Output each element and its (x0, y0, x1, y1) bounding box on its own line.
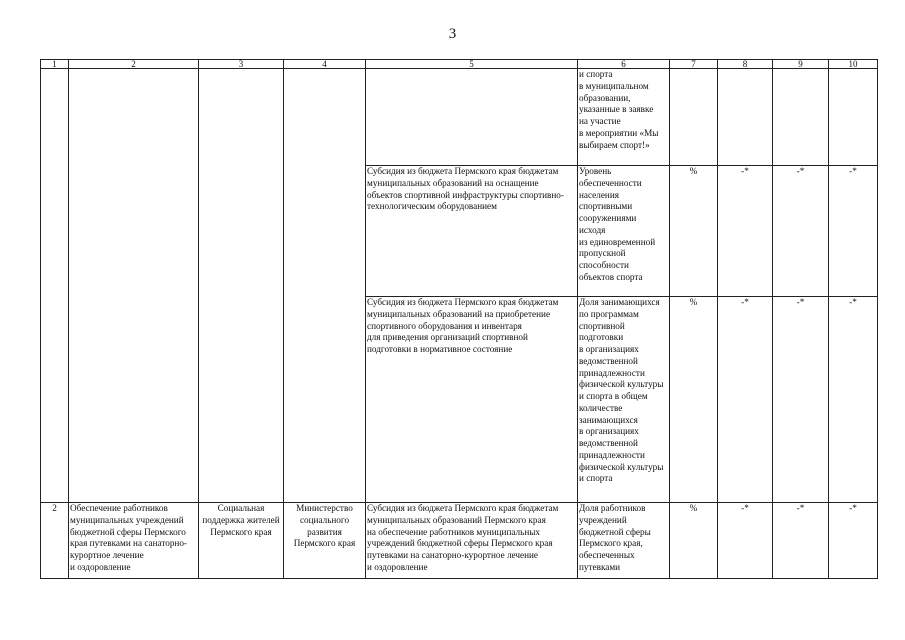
indicator-cell (578, 503, 670, 579)
column-header: 3 (199, 60, 284, 69)
text-line: Субсидия из бюджета Пермского края бюджетам (367, 297, 559, 307)
program-cell (199, 69, 284, 503)
unit-cell (670, 69, 718, 166)
text-line: курортное лечение (70, 550, 144, 561)
text-line: Социальная (217, 503, 265, 513)
table-row (41, 503, 878, 579)
table-row (41, 69, 878, 166)
column-header: 9 (773, 60, 829, 69)
text-line: по программам (579, 308, 639, 319)
value-cell: -* (773, 297, 829, 503)
ministry-cell (284, 503, 366, 579)
indicator-cell (578, 69, 670, 166)
text-line: населения (579, 189, 619, 200)
subsidy-cell (366, 503, 578, 579)
text-line: Субсидия из бюджета Пермского края бюджетам (367, 166, 559, 176)
text-line: ведомственной (579, 355, 638, 366)
text-line: указанные в заявке (579, 104, 654, 115)
text-line: и спорта (579, 473, 613, 484)
event-cell (69, 503, 199, 579)
column-header: 5 (366, 60, 578, 69)
page-number: 3 (448, 26, 457, 42)
value-cell: -* (718, 503, 773, 579)
column-header: 10 (829, 60, 878, 69)
text-line: Субсидия из бюджета Пермского края бюджетам (367, 503, 559, 513)
text-line: путевками на санаторно-курортное лечение (367, 550, 538, 561)
value-cell: -* (829, 166, 878, 297)
subsidy-cell (366, 297, 578, 503)
indicator-table (40, 59, 878, 579)
value-cell: -* (718, 166, 773, 297)
text-line: подготовки (579, 332, 624, 343)
text-line: развития (307, 526, 342, 537)
text-line: Пермского края, (579, 538, 643, 549)
text-line: на обеспечение работников муниципальных (367, 526, 540, 537)
indicator-cell (578, 297, 670, 503)
subsidy-cell (366, 69, 578, 166)
text-line: сооружениями (579, 213, 637, 224)
subsidy-cell (366, 166, 578, 297)
text-line: муниципальных образований на приобретение (367, 308, 551, 319)
text-line: и спорта (579, 69, 613, 79)
text-line: и спорта в общем (579, 391, 648, 402)
text-line: учреждений (579, 514, 627, 525)
text-line: на участие (579, 116, 621, 127)
text-line: бюджетной сферы (579, 526, 651, 537)
row-number-cell (41, 69, 69, 503)
text-line: Министерство (296, 503, 353, 513)
text-line: бюджетной сферы Пермского (70, 526, 186, 537)
text-line: путевками (579, 561, 621, 572)
unit-cell: % (670, 503, 718, 579)
text-line: обеспеченных (579, 550, 635, 561)
text-line: Доля занимающихся (579, 297, 660, 307)
value-cell: -* (718, 297, 773, 503)
text-line: Пермского края (210, 526, 272, 537)
indicator-cell (578, 166, 670, 297)
text-line: Пермского края (293, 538, 356, 549)
text-line: края путевками на санаторно- (70, 538, 187, 549)
event-cell (69, 69, 199, 503)
row-number-cell: 2 (41, 503, 69, 579)
text-line: образовании, (579, 92, 631, 103)
column-header: 2 (69, 60, 199, 69)
text-line: в организациях (579, 426, 639, 437)
text-line: способности (579, 260, 629, 271)
text-line: муниципальных образований на оснащение (367, 177, 539, 188)
column-header: 7 (670, 60, 718, 69)
text-line: для приведения организаций спортивной (367, 332, 528, 343)
value-cell: -* (829, 503, 878, 579)
text-line: выбираем спорт!» (579, 139, 650, 150)
text-line: и оздоровление (367, 561, 428, 572)
program-cell (199, 503, 284, 579)
table-header-row (41, 60, 878, 69)
text-line: подготовки в нормативное состояние (367, 344, 513, 355)
text-line: объектов спортивной инфраструктуры спортивно- (367, 189, 564, 200)
value-cell (829, 69, 878, 166)
value-cell (718, 69, 773, 166)
text-line: исходя (579, 224, 606, 235)
text-line: принадлежности (579, 367, 645, 378)
text-line: в муниципальном (579, 80, 649, 91)
text-line: поддержка жителей (202, 514, 280, 525)
text-line: пропускной (579, 248, 626, 259)
unit-cell: % (670, 297, 718, 503)
text-line: и оздоровление (70, 561, 131, 572)
text-line: спортивными (579, 201, 633, 212)
column-header: 4 (284, 60, 366, 69)
text-line: в мероприятии «Мы (579, 127, 659, 138)
text-line: Обеспечение работников (70, 503, 168, 513)
value-cell (773, 69, 829, 166)
text-line: Доля работников (579, 503, 646, 513)
ministry-cell (284, 69, 366, 503)
text-line: из единовременной (579, 236, 656, 247)
text-line: физической культуры (579, 379, 664, 390)
text-line: в организациях (579, 344, 639, 355)
value-cell: -* (773, 166, 829, 297)
column-header: 8 (718, 60, 773, 69)
text-line: технологическим оборудованием (367, 201, 497, 212)
value-cell: -* (773, 503, 829, 579)
text-line: муниципальных образований Пермского края (367, 514, 546, 525)
text-line: спортивной (579, 320, 625, 331)
text-line: спортивного оборудования и инвентаря (367, 320, 522, 331)
value-cell: -* (829, 297, 878, 503)
text-line: принадлежности (579, 449, 645, 460)
text-line: обеспеченности (579, 177, 642, 188)
column-header: 1 (41, 60, 69, 69)
text-line: социального (299, 514, 350, 525)
text-line: учреждений бюджетной сферы Пермского края (367, 538, 553, 549)
column-header: 6 (578, 60, 670, 69)
text-line: Уровень (579, 166, 612, 176)
text-line: занимающихся (579, 414, 638, 425)
text-line: объектов спорта (579, 271, 643, 282)
text-line: муниципальных учреждений (70, 514, 184, 525)
text-line: ведомственной (579, 438, 638, 449)
unit-cell: % (670, 166, 718, 297)
text-line: физической культуры (579, 461, 664, 472)
text-line: количестве (579, 402, 623, 413)
